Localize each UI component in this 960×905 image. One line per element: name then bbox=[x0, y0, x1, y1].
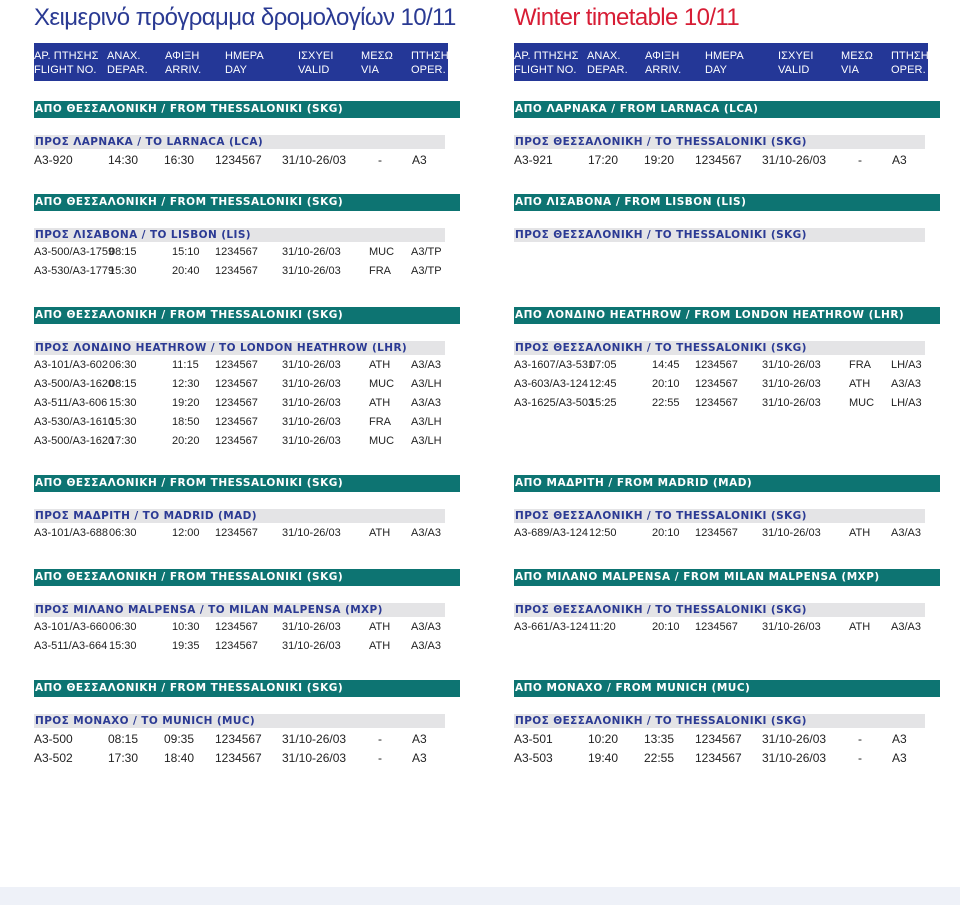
arrival-time: 19:20 bbox=[172, 397, 200, 409]
header-via: VIA bbox=[361, 64, 380, 76]
flight-number: A3-503 bbox=[514, 751, 553, 765]
column-header-left bbox=[34, 43, 448, 81]
flight-number: A3-511/A3-606 bbox=[34, 397, 108, 409]
days: 1234567 bbox=[215, 732, 262, 746]
flight-number: A3-101/A3-602 bbox=[34, 359, 108, 371]
validity: 31/10-26/03 bbox=[282, 265, 341, 277]
validity: 31/10-26/03 bbox=[282, 751, 347, 765]
flight-number: A3-921 bbox=[514, 153, 553, 167]
via: ATH bbox=[369, 527, 391, 539]
validity: 31/10-26/03 bbox=[282, 640, 341, 652]
flight-rows bbox=[34, 151, 460, 170]
destination-bar: ΠΡΟΣ ΘΕΣΣΑΛΟΝΙΚΗ / TO THESSALONIKI (SKG) bbox=[514, 603, 925, 617]
flight-number: A3-502 bbox=[34, 751, 73, 765]
header-operator: ΠΤΗΣΗ bbox=[891, 50, 929, 62]
destination-bar: ΠΡΟΣ ΛΟΝΔΙΝΟ HEATHROW / TO LONDON HEATHROW (LHR) bbox=[34, 341, 445, 355]
arrival-time: 13:35 bbox=[644, 732, 675, 746]
arrival-time: 12:30 bbox=[172, 378, 200, 390]
flight-row bbox=[34, 433, 460, 452]
flight-row bbox=[514, 376, 940, 395]
validity: 31/10-26/03 bbox=[282, 153, 347, 167]
route-section bbox=[34, 475, 460, 544]
days: 1234567 bbox=[695, 397, 738, 409]
arrival-time: 20:40 bbox=[172, 265, 200, 277]
arrival-time: 18:40 bbox=[164, 751, 195, 765]
operator: LH/A3 bbox=[891, 359, 922, 371]
validity: 31/10-26/03 bbox=[762, 359, 821, 371]
via: - bbox=[858, 732, 862, 746]
departure-time: 15:30 bbox=[109, 416, 137, 428]
destination-bar: ΠΡΟΣ ΘΕΣΣΑΛΟΝΙΚΗ / TO THESSALONIKI (SKG) bbox=[514, 509, 925, 523]
arrival-time: 18:50 bbox=[172, 416, 200, 428]
header-valid: VALID bbox=[778, 64, 810, 76]
flight-row bbox=[34, 638, 460, 657]
days: 1234567 bbox=[695, 621, 738, 633]
destination-bar: ΠΡΟΣ ΜΑΔΡΙΤΗ / TO MADRID (MAD) bbox=[34, 509, 445, 523]
flight-rows bbox=[514, 525, 940, 544]
via: MUC bbox=[369, 378, 395, 390]
via: MUC bbox=[369, 246, 395, 258]
header-flight-no: ΑΡ. ΠΤΗΣΗΣ bbox=[34, 50, 99, 62]
validity: 31/10-26/03 bbox=[282, 732, 347, 746]
header-departure: ΑΝΑΧ. bbox=[587, 50, 621, 62]
operator: A3/A3 bbox=[411, 621, 441, 633]
origin-bar: ΑΠΟ ΘΕΣΣΑΛΟΝΙΚΗ / FROM THESSALONIKI (SKG) bbox=[34, 307, 460, 324]
origin-bar: ΑΠΟ ΘΕΣΣΑΛΟΝΙΚΗ / FROM THESSALONIKI (SKG) bbox=[34, 194, 460, 211]
validity: 31/10-26/03 bbox=[762, 751, 827, 765]
header-via: ΜΕΣΩ bbox=[361, 50, 393, 62]
via: FRA bbox=[369, 265, 391, 277]
flight-number: A3-1607/A3-531 bbox=[514, 359, 595, 371]
validity: 31/10-26/03 bbox=[762, 378, 821, 390]
destination-bar: ΠΡΟΣ ΜΙΛΑΝΟ MALPENSA / TO MILAN MALPENSA (MXP) bbox=[34, 603, 445, 617]
departure-time: 15:30 bbox=[109, 640, 137, 652]
arrival-time: 20:10 bbox=[652, 527, 680, 539]
header-day: ΗΜΕΡΑ bbox=[705, 50, 744, 62]
header-row-english bbox=[514, 64, 928, 78]
header-operator: ΠΤΗΣΗ bbox=[411, 50, 449, 62]
arrival-time: 14:45 bbox=[652, 359, 680, 371]
header-arrival: ARRIV. bbox=[165, 64, 202, 76]
header-row-greek bbox=[514, 50, 928, 64]
flight-rows bbox=[514, 730, 940, 768]
validity: 31/10-26/03 bbox=[282, 416, 341, 428]
title-english: Winter timetable 10/11 bbox=[514, 4, 740, 31]
days: 1234567 bbox=[215, 397, 258, 409]
destination-bar: ΠΡΟΣ ΛΙΣΑΒΟΝΑ / TO LISBON (LIS) bbox=[34, 228, 445, 242]
flight-row bbox=[34, 619, 460, 638]
departure-time: 15:25 bbox=[589, 397, 617, 409]
validity: 31/10-26/03 bbox=[762, 732, 827, 746]
departure-time: 12:50 bbox=[589, 527, 617, 539]
operator: A3/A3 bbox=[891, 378, 921, 390]
departure-time: 08:15 bbox=[109, 378, 137, 390]
via: ATH bbox=[849, 378, 871, 390]
via: FRA bbox=[849, 359, 871, 371]
header-via: ΜΕΣΩ bbox=[841, 50, 873, 62]
via: ATH bbox=[369, 621, 391, 633]
header-departure: DEPAR. bbox=[587, 64, 628, 76]
flight-row bbox=[34, 525, 460, 544]
validity: 31/10-26/03 bbox=[762, 153, 827, 167]
header-valid: ΙΣΧΥΕΙ bbox=[778, 50, 814, 62]
departure-time: 06:30 bbox=[109, 621, 137, 633]
days: 1234567 bbox=[695, 732, 742, 746]
destination-bar: ΠΡΟΣ ΜΟΝΑΧΟ / TO MUNICH (MUC) bbox=[34, 714, 445, 728]
days: 1234567 bbox=[695, 751, 742, 765]
route-section bbox=[514, 194, 940, 244]
header-arrival: ΑΦΙΞΗ bbox=[645, 50, 680, 62]
flight-row bbox=[34, 395, 460, 414]
arrival-time: 20:10 bbox=[652, 378, 680, 390]
flight-row bbox=[34, 414, 460, 433]
route-section bbox=[514, 569, 940, 638]
header-day: DAY bbox=[705, 64, 728, 76]
header-day: DAY bbox=[225, 64, 248, 76]
header-operator: OPER. bbox=[411, 64, 446, 76]
operator: A3 bbox=[892, 153, 907, 167]
departure-time: 14:30 bbox=[108, 153, 139, 167]
flight-number: A3-500/A3-1759 bbox=[34, 246, 115, 258]
via: - bbox=[858, 751, 862, 765]
operator: A3 bbox=[412, 732, 427, 746]
validity: 31/10-26/03 bbox=[282, 621, 341, 633]
arrival-time: 12:00 bbox=[172, 527, 200, 539]
flight-row bbox=[514, 357, 940, 376]
departure-time: 12:45 bbox=[589, 378, 617, 390]
header-flight-no: FLIGHT NO. bbox=[34, 64, 97, 76]
days: 1234567 bbox=[215, 621, 258, 633]
origin-bar: ΑΠΟ ΜΙΛΑΝΟ MALPENSA / FROM MILAN MALPENSA (MXP) bbox=[514, 569, 940, 586]
flight-row bbox=[34, 749, 460, 768]
arrival-time: 20:20 bbox=[172, 435, 200, 447]
operator: A3/A3 bbox=[411, 397, 441, 409]
validity: 31/10-26/03 bbox=[282, 435, 341, 447]
origin-bar: ΑΠΟ ΛΑΡΝΑΚΑ / FROM LARNACA (LCA) bbox=[514, 101, 940, 118]
header-arrival: ΑΦΙΞΗ bbox=[165, 50, 200, 62]
flight-row bbox=[514, 525, 940, 544]
origin-bar: ΑΠΟ ΜΟΝΑΧΟ / FROM MUNICH (MUC) bbox=[514, 680, 940, 697]
operator: A3/A3 bbox=[891, 527, 921, 539]
flight-rows bbox=[34, 730, 460, 768]
route-section bbox=[514, 307, 940, 414]
title-greek: Χειμερινό πρόγραμμα δρομολογίων 10/11 bbox=[34, 4, 456, 31]
flight-number: A3-920 bbox=[34, 153, 73, 167]
via: MUC bbox=[849, 397, 875, 409]
departure-time: 08:15 bbox=[109, 246, 137, 258]
departure-time: 08:15 bbox=[108, 732, 139, 746]
flight-row bbox=[514, 749, 940, 768]
flight-number: A3-530/A3-1779 bbox=[34, 265, 115, 277]
operator: A3 bbox=[412, 153, 427, 167]
days: 1234567 bbox=[215, 378, 258, 390]
flight-number: A3-1625/A3-503 bbox=[514, 397, 595, 409]
validity: 31/10-26/03 bbox=[762, 397, 821, 409]
flight-row bbox=[514, 151, 940, 170]
operator: A3 bbox=[892, 751, 907, 765]
route-section bbox=[34, 680, 460, 768]
via: - bbox=[378, 732, 382, 746]
origin-bar: ΑΠΟ ΛΙΣΑΒΟΝΑ / FROM LISBON (LIS) bbox=[514, 194, 940, 211]
flight-rows bbox=[514, 357, 940, 414]
destination-bar: ΠΡΟΣ ΘΕΣΣΑΛΟΝΙΚΗ / TO THESSALONIKI (SKG) bbox=[514, 341, 925, 355]
days: 1234567 bbox=[215, 265, 258, 277]
departure-time: 10:20 bbox=[588, 732, 619, 746]
flight-row bbox=[34, 151, 460, 170]
departure-time: 07:05 bbox=[589, 359, 617, 371]
header-operator: OPER. bbox=[891, 64, 926, 76]
operator: A3/TP bbox=[411, 265, 442, 277]
destination-bar: ΠΡΟΣ ΘΕΣΣΑΛΟΝΙΚΗ / TO THESSALONIKI (SKG) bbox=[514, 135, 925, 149]
via: ATH bbox=[369, 397, 391, 409]
route-section bbox=[34, 569, 460, 657]
via: ATH bbox=[369, 359, 391, 371]
flight-number: A3-500 bbox=[34, 732, 73, 746]
flight-rows bbox=[34, 244, 460, 282]
origin-bar: ΑΠΟ ΘΕΣΣΑΛΟΝΙΚΗ / FROM THESSALONIKI (SKG) bbox=[34, 569, 460, 586]
days: 1234567 bbox=[215, 416, 258, 428]
operator: A3/A3 bbox=[411, 359, 441, 371]
departure-time: 17:30 bbox=[108, 751, 139, 765]
days: 1234567 bbox=[215, 751, 262, 765]
via: ATH bbox=[849, 527, 871, 539]
operator: A3/LH bbox=[411, 378, 442, 390]
arrival-time: 15:10 bbox=[172, 246, 200, 258]
via: FRA bbox=[369, 416, 391, 428]
flight-row bbox=[34, 730, 460, 749]
flight-number: A3-501 bbox=[514, 732, 553, 746]
operator: A3/LH bbox=[411, 435, 442, 447]
flight-number: A3-530/A3-1610 bbox=[34, 416, 115, 428]
flight-row bbox=[514, 619, 940, 638]
origin-bar: ΑΠΟ ΘΕΣΣΑΛΟΝΙΚΗ / FROM THESSALONIKI (SKG) bbox=[34, 680, 460, 697]
origin-bar: ΑΠΟ ΜΑΔΡΙΤΗ / FROM MADRID (MAD) bbox=[514, 475, 940, 492]
flight-row bbox=[514, 395, 940, 414]
departure-time: 19:40 bbox=[588, 751, 619, 765]
validity: 31/10-26/03 bbox=[762, 621, 821, 633]
days: 1234567 bbox=[215, 527, 258, 539]
days: 1234567 bbox=[695, 153, 742, 167]
operator: A3/A3 bbox=[891, 621, 921, 633]
route-section bbox=[514, 680, 940, 768]
header-via: VIA bbox=[841, 64, 860, 76]
via: ATH bbox=[849, 621, 871, 633]
arrival-time: 19:35 bbox=[172, 640, 200, 652]
departure-time: 06:30 bbox=[109, 527, 137, 539]
arrival-time: 11:15 bbox=[172, 359, 199, 371]
days: 1234567 bbox=[215, 435, 258, 447]
route-section bbox=[34, 101, 460, 170]
header-valid: ΙΣΧΥΕΙ bbox=[298, 50, 334, 62]
arrival-time: 22:55 bbox=[644, 751, 675, 765]
arrival-time: 09:35 bbox=[164, 732, 195, 746]
flight-row bbox=[34, 263, 460, 282]
days: 1234567 bbox=[215, 153, 262, 167]
arrival-time: 10:30 bbox=[172, 621, 200, 633]
arrival-time: 19:20 bbox=[644, 153, 675, 167]
via: ATH bbox=[369, 640, 391, 652]
via: - bbox=[858, 153, 862, 167]
operator: LH/A3 bbox=[891, 397, 922, 409]
header-departure: DEPAR. bbox=[107, 64, 148, 76]
arrival-time: 22:55 bbox=[652, 397, 680, 409]
header-flight-no: ΑΡ. ΠΤΗΣΗΣ bbox=[514, 50, 579, 62]
origin-bar: ΑΠΟ ΘΕΣΣΑΛΟΝΙΚΗ / FROM THESSALONIKI (SKG) bbox=[34, 475, 460, 492]
days: 1234567 bbox=[215, 246, 258, 258]
flight-rows bbox=[514, 619, 940, 638]
operator: A3/LH bbox=[411, 416, 442, 428]
validity: 31/10-26/03 bbox=[282, 378, 341, 390]
header-arrival: ARRIV. bbox=[645, 64, 682, 76]
flight-row bbox=[514, 730, 940, 749]
column-header-right bbox=[514, 43, 928, 81]
departure-time: 17:30 bbox=[109, 435, 137, 447]
validity: 31/10-26/03 bbox=[762, 527, 821, 539]
flight-number: A3-500/A3-1620 bbox=[34, 435, 115, 447]
origin-bar: ΑΠΟ ΛΟΝΔΙΝΟ HEATHROW / FROM LONDON HEATHROW (LHR) bbox=[514, 307, 940, 324]
days: 1234567 bbox=[695, 359, 738, 371]
via: MUC bbox=[369, 435, 395, 447]
flight-number: A3-101/A3-660 bbox=[34, 621, 108, 633]
flight-row bbox=[34, 376, 460, 395]
destination-bar: ΠΡΟΣ ΘΕΣΣΑΛΟΝΙΚΗ / TO THESSALONIKI (SKG) bbox=[514, 228, 925, 242]
validity: 31/10-26/03 bbox=[282, 527, 341, 539]
departure-time: 15:30 bbox=[109, 265, 137, 277]
validity: 31/10-26/03 bbox=[282, 359, 341, 371]
arrival-time: 20:10 bbox=[652, 621, 680, 633]
departure-time: 17:20 bbox=[588, 153, 619, 167]
operator: A3 bbox=[412, 751, 427, 765]
flight-number: A3-661/A3-124 bbox=[514, 621, 588, 633]
flight-number: A3-689/A3-124 bbox=[514, 527, 588, 539]
header-valid: VALID bbox=[298, 64, 330, 76]
flight-rows bbox=[514, 151, 940, 170]
validity: 31/10-26/03 bbox=[282, 397, 341, 409]
flight-number: A3-500/A3-1620 bbox=[34, 378, 115, 390]
header-row-english bbox=[34, 64, 448, 78]
header-row-greek bbox=[34, 50, 448, 64]
flight-rows bbox=[34, 619, 460, 657]
header-flight-no: FLIGHT NO. bbox=[514, 64, 577, 76]
flight-row bbox=[34, 244, 460, 263]
destination-bar: ΠΡΟΣ ΛΑΡΝΑΚΑ / TO LARNACA (LCA) bbox=[34, 135, 445, 149]
route-section bbox=[34, 194, 460, 282]
flight-number: A3-101/A3-688 bbox=[34, 527, 108, 539]
route-section bbox=[514, 101, 940, 170]
days: 1234567 bbox=[215, 359, 258, 371]
departure-time: 11:20 bbox=[589, 621, 616, 633]
flight-number: A3-603/A3-124 bbox=[514, 378, 588, 390]
flight-row bbox=[34, 357, 460, 376]
destination-bar: ΠΡΟΣ ΘΕΣΣΑΛΟΝΙΚΗ / TO THESSALONIKI (SKG) bbox=[514, 714, 925, 728]
flight-number: A3-511/A3-664 bbox=[34, 640, 108, 652]
header-departure: ΑΝΑΧ. bbox=[107, 50, 141, 62]
days: 1234567 bbox=[215, 640, 258, 652]
via: - bbox=[378, 751, 382, 765]
origin-bar: ΑΠΟ ΘΕΣΣΑΛΟΝΙΚΗ / FROM THESSALONIKI (SKG) bbox=[34, 101, 460, 118]
header-day: ΗΜΕΡΑ bbox=[225, 50, 264, 62]
footer-band bbox=[0, 887, 960, 905]
days: 1234567 bbox=[695, 527, 738, 539]
flight-rows bbox=[34, 525, 460, 544]
operator: A3/TP bbox=[411, 246, 442, 258]
arrival-time: 16:30 bbox=[164, 153, 195, 167]
operator: A3/A3 bbox=[411, 640, 441, 652]
departure-time: 06:30 bbox=[109, 359, 137, 371]
departure-time: 15:30 bbox=[109, 397, 137, 409]
route-section bbox=[514, 475, 940, 544]
operator: A3/A3 bbox=[411, 527, 441, 539]
via: - bbox=[378, 153, 382, 167]
flight-rows bbox=[34, 357, 460, 452]
days: 1234567 bbox=[695, 378, 738, 390]
operator: A3 bbox=[892, 732, 907, 746]
route-section bbox=[34, 307, 460, 452]
validity: 31/10-26/03 bbox=[282, 246, 341, 258]
